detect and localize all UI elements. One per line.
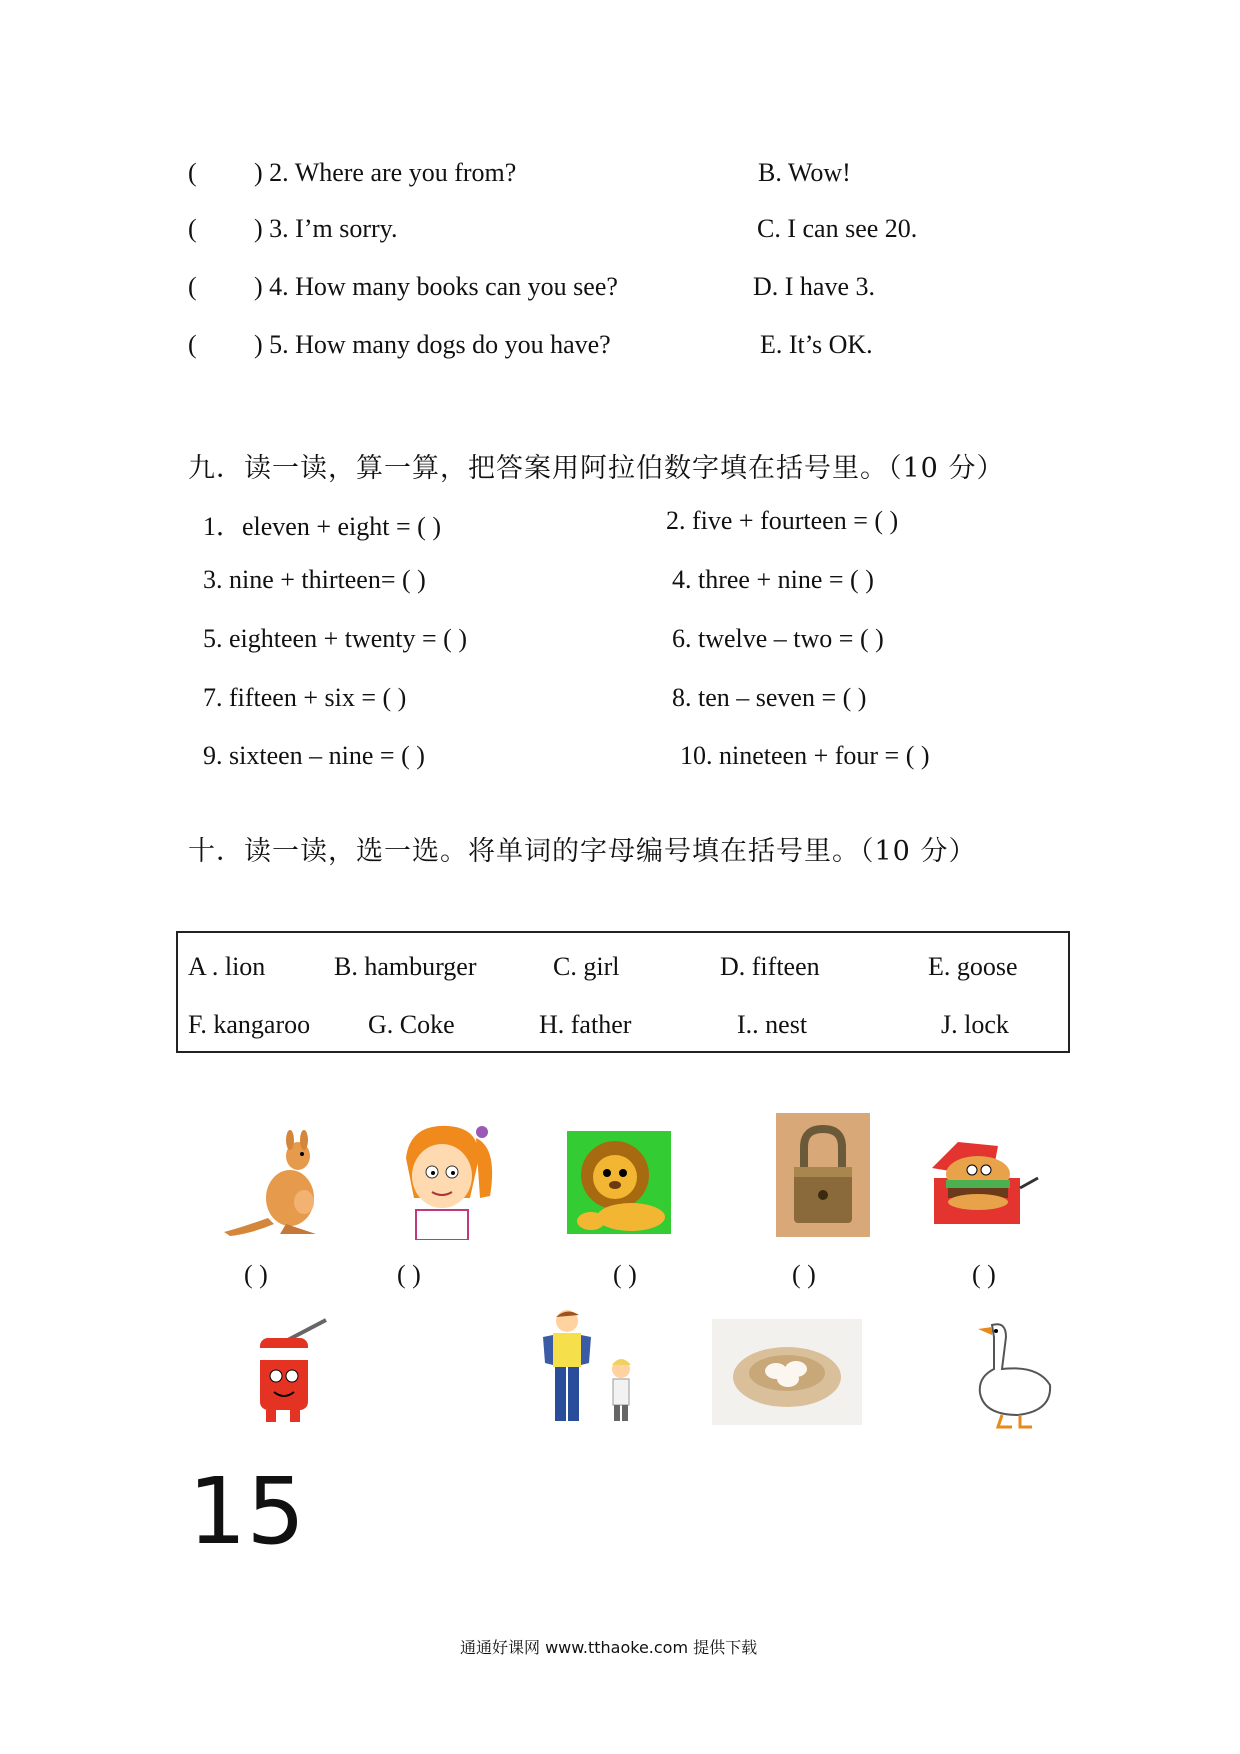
word-option: C. girl — [553, 952, 620, 981]
word-option: A . lion — [188, 952, 266, 981]
match-question: ) 5. How many dogs do you have? — [254, 330, 611, 359]
match-question: ) 4. How many books can you see? — [254, 272, 618, 301]
answer-blank[interactable]: ( ) — [244, 1260, 268, 1289]
kangaroo-picture — [220, 1128, 345, 1238]
section10-heading: 十．读一读，选一选。将单词的字母编号填在括号里。（10 分） — [188, 836, 977, 867]
match-question: ) 2. Where are you from? — [254, 158, 517, 187]
match-paren: ( — [188, 158, 197, 187]
father-picture — [537, 1307, 649, 1431]
word-option: G. Coke — [368, 1010, 455, 1039]
match-paren: ( — [188, 330, 197, 359]
lock-picture — [776, 1113, 870, 1237]
word-option: B. hamburger — [334, 952, 477, 981]
math-item: 7. fifteen + six = ( ) — [203, 683, 407, 712]
answer-blank[interactable]: ( ) — [972, 1260, 996, 1289]
math-item: 5. eighteen + twenty = ( ) — [203, 624, 467, 653]
math-item: 8. ten – seven = ( ) — [672, 683, 867, 712]
word-option: E. goose — [928, 952, 1018, 981]
answer-blank[interactable]: ( ) — [613, 1260, 637, 1289]
match-answer: B. Wow! — [758, 158, 851, 187]
word-option: H. father — [539, 1010, 632, 1039]
math-item: 2. five + fourteen = ( ) — [666, 506, 899, 535]
section9-heading: 九．读一读，算一算，把答案用阿拉伯数字填在括号里。（10 分） — [188, 453, 1005, 484]
lion-picture — [567, 1131, 671, 1234]
match-paren: ( — [188, 214, 197, 243]
answer-blank[interactable]: ( ) — [397, 1260, 421, 1289]
math-item: 4. three + nine = ( ) — [672, 565, 874, 594]
answer-blank[interactable]: ( ) — [792, 1260, 816, 1289]
footer-text: 通通好课网 www.tthaoke.com 提供下载 — [460, 1638, 758, 1657]
page-number: 15 — [188, 1458, 306, 1565]
word-option: D. fifteen — [720, 952, 820, 981]
match-answer: D. I have 3. — [753, 272, 876, 301]
math-item: 10. nineteen + four = ( ) — [680, 741, 930, 770]
match-answer: C. I can see 20. — [757, 214, 918, 243]
math-item: 9. sixteen – nine = ( ) — [203, 741, 425, 770]
math-item: 1．eleven + eight = ( ) — [203, 512, 441, 541]
goose-picture — [962, 1315, 1054, 1433]
word-option: I.. nest — [737, 1010, 808, 1039]
hamburger-picture — [928, 1138, 1048, 1234]
match-paren: ( — [188, 272, 197, 301]
math-item: 3. nine + thirteen= ( ) — [203, 565, 426, 594]
girl-picture — [386, 1118, 498, 1240]
match-question: ) 3. I’m sorry. — [254, 214, 398, 243]
word-option: J. lock — [941, 1010, 1009, 1039]
nest-picture — [712, 1319, 862, 1425]
math-item: 6. twelve – two = ( ) — [672, 624, 884, 653]
word-option: F. kangaroo — [188, 1010, 311, 1039]
coke-picture — [244, 1318, 336, 1428]
match-answer: E. It’s OK. — [760, 330, 873, 359]
